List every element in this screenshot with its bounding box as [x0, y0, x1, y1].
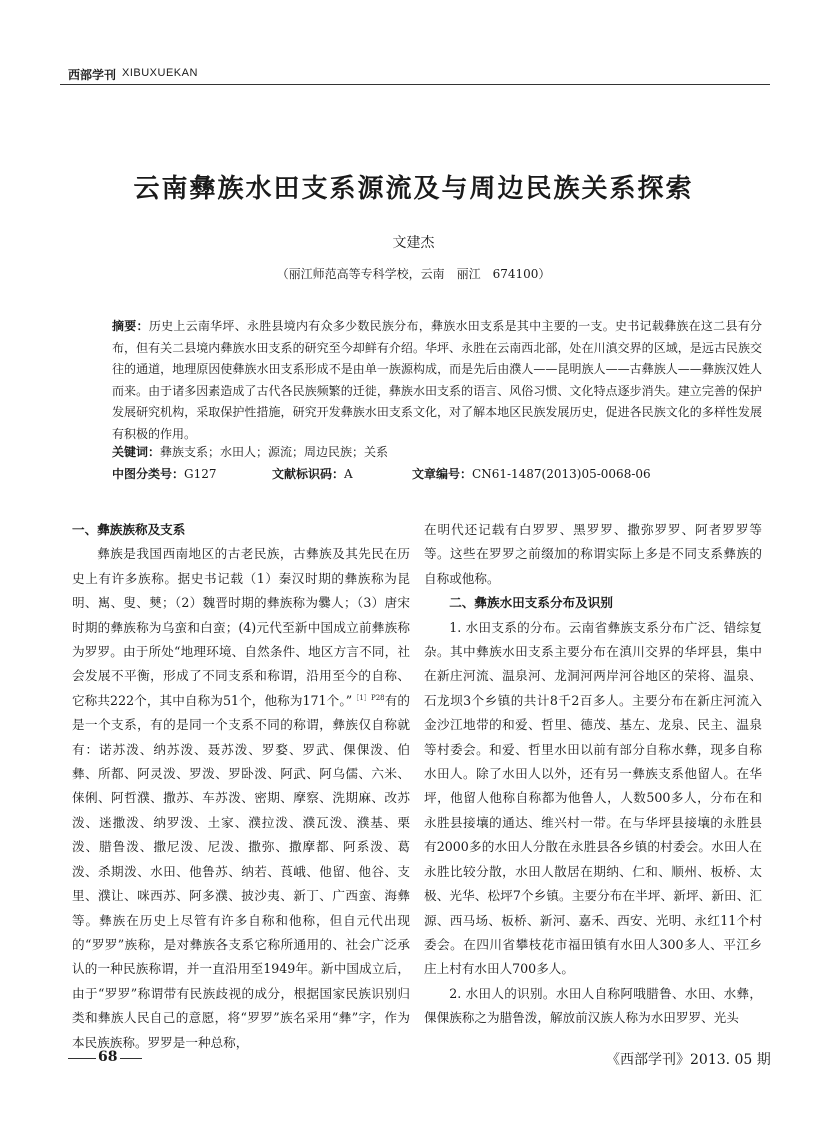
doc-value: A: [344, 467, 353, 481]
journal-name: 西部学刊: [68, 68, 117, 82]
paragraph: 在明代还记载有白罗罗、黑罗罗、撒弥罗罗、阿者罗罗等等。这些在罗罗之前缀加的称谓实际上多是不同支系彝族的自称或他称。: [424, 522, 762, 586]
section-heading-1: 一、彝族族称及支系: [72, 522, 186, 537]
keywords-text: 彝族支系；水田人；源流；周边民族；关系: [160, 445, 389, 459]
section-heading-2: 二、彝族水田支系分布及识别: [449, 595, 613, 611]
citation: ［1］P28: [352, 693, 385, 702]
footer-rule: [68, 1058, 96, 1059]
footer-rule: [120, 1058, 142, 1059]
header-rule: [60, 84, 770, 85]
doc-label: 文献标识码：: [272, 467, 345, 481]
body-left-column: [72, 518, 410, 1055]
affiliation: （丽江师范高等专科学校，云南 丽江 674100）: [276, 267, 551, 281]
paragraph: [72, 542, 410, 1055]
body-right-column: [424, 518, 762, 1031]
journal-pinyin: XIBUXUEKAN: [122, 67, 198, 79]
clc-number: [112, 464, 217, 484]
clc-label: 中图分类号：: [112, 467, 185, 481]
article-number: [412, 464, 651, 484]
document-code: [272, 464, 353, 484]
footer-journal-issue: 《西部学刊》2013. 05 期: [606, 1052, 771, 1068]
author: 文建杰: [392, 235, 435, 251]
keywords-label: 关键词：: [112, 445, 161, 459]
article-value: CN61-1487(2013)05-0068-06: [472, 467, 651, 481]
article-title: 云南彝族水田支系源流及与周边民族关系探索: [133, 174, 694, 204]
page-number: 68: [98, 1049, 118, 1065]
paragraph-text: 有的是一个支系，有的是同一个支系不同的称谓，彝族仅自称就有：诺苏泼、纳苏泼、聂苏泼、罗婺、罗武、倮倮泼、伯彝、所都、阿灵泼、罗泼、罗卧泼、阿武、阿乌儒、六米、俫俐、阿哲濮、撒苏、车苏泼、密期、摩察、洗期麻、改苏泼、迷撒泼、纳罗泼、土家、濮拉泼、濮瓦泼、濮基、栗泼、腊鲁泼、撒尼泼、尼泼、撒弥、撒摩都、阿系泼、葛泼、杀期泼、水田、他鲁苏、纳若、莨峨、他留、他谷、支里、濮让、咪西苏、阿多濮、披沙夷、新丁、广西蛮、海彝等。彝族在历史上尽管有许多自称和他称，但自元代出现的“罗罗”族称，是对彝族各支系它称所通用的、社会广泛承认的一种民族称谓，并一直沿用至1949年。新中国成立后，由于“罗罗”称谓带有民族歧视的成分，根据国家民族识别归类和彝族人民自己的意愿，将“罗罗”族名采用“彝”字，作为本民族族称。罗罗是一种总称，: [72, 692, 410, 1050]
paragraph-text: 彝族是我国西南地区的古老民族，古彝族及其先民在历史上有许多族称。据史书记载（1）秦汉时期的彝族称为昆明、嶲、叟、僰；（2）魏晋时期的彝族称为爨人；（3）唐宋时期的彝族称为乌蛮和白蛮；(4)元代至新中国成立前彝族称为罗罗。由于所处“地理环境、自然条件、地区方言不同，社会发展不平衡，形成了不同支系和称谓，沿用至今的自称、它称共222个，其中自称为51个，他称为171个。”: [72, 546, 410, 708]
keywords: [112, 442, 762, 462]
article-label: 文章编号：: [412, 467, 473, 481]
abstract-text: 历史上云南华坪、永胜县境内有众多少数民族分布，彝族水田支系是其中主要的一支。史书记载彝族在这二县有分布，但有关二县境内彝族水田支系的研究至今却鲜有介绍。华坪、永胜在云南西北部，处在川滇交界的区域，是远古民族交往的通道，地理原因使彝族水田支系形成不是由单一族源构成，而是先后由濮人——昆明族人——古彝族人——彝族汉姓人而来。由于诸多因素造成了古代各民族频繁的迁徙，彝族水田支系的语言、风俗习惯、文化特点逐步消失。建立完善的保护发展研究机构，采取保护性措施，研究开发彝族水田支系文化，对了解本地区民族发展历史，促进各民族文化的多样性发展有积极的作用。: [112, 319, 762, 441]
clc-value: G127: [184, 467, 217, 481]
abstract: [112, 316, 762, 445]
paragraph: 2. 水田人的识别。水田人自称阿哦腊鲁、水田、水彝，倮倮族称之为腊鲁泼，解放前汉族人称为水田罗罗、光头: [424, 985, 762, 1026]
abstract-label: 摘要：: [112, 319, 149, 333]
paragraph: 1. 水田支系的分布。云南省彝族支系分布广泛、错综复杂。其中彝族水田支系主要分布在滇川交界的华坪县，集中在新庄河流、温泉河、龙洞河两岸河谷地区的荣将、温泉、石龙坝3个乡镇的共计8千2百多人。主要分布在新庄河流入金沙江地带的和爱、哲里、德茂、基左、龙泉、民主、温泉等村委会。和爱、哲里水田以前有部分自称水彝，现多自称水田人。除了水田人以外，还有另一彝族支系他留人。在华坪，他留人他称自称都为他鲁人，人数500多人，分布在和永胜县接壤的通达、维兴村一带。在与华坪县接壤的永胜县有2000多的水田人分散在永胜县各乡镇的村委会。水田人在永胜比较分散，水田人散居在期纳、仁和、顺州、板桥、太极、光华、松坪7个乡镇。主要分布在半坪、新坪、新田、汇源、西马场、板桥、新河、嘉禾、西安、光明、永红11个村委会。在四川省攀枝花市福田镇有水田人300多人、平江乡庄上村有水田人700多人。: [424, 619, 762, 977]
